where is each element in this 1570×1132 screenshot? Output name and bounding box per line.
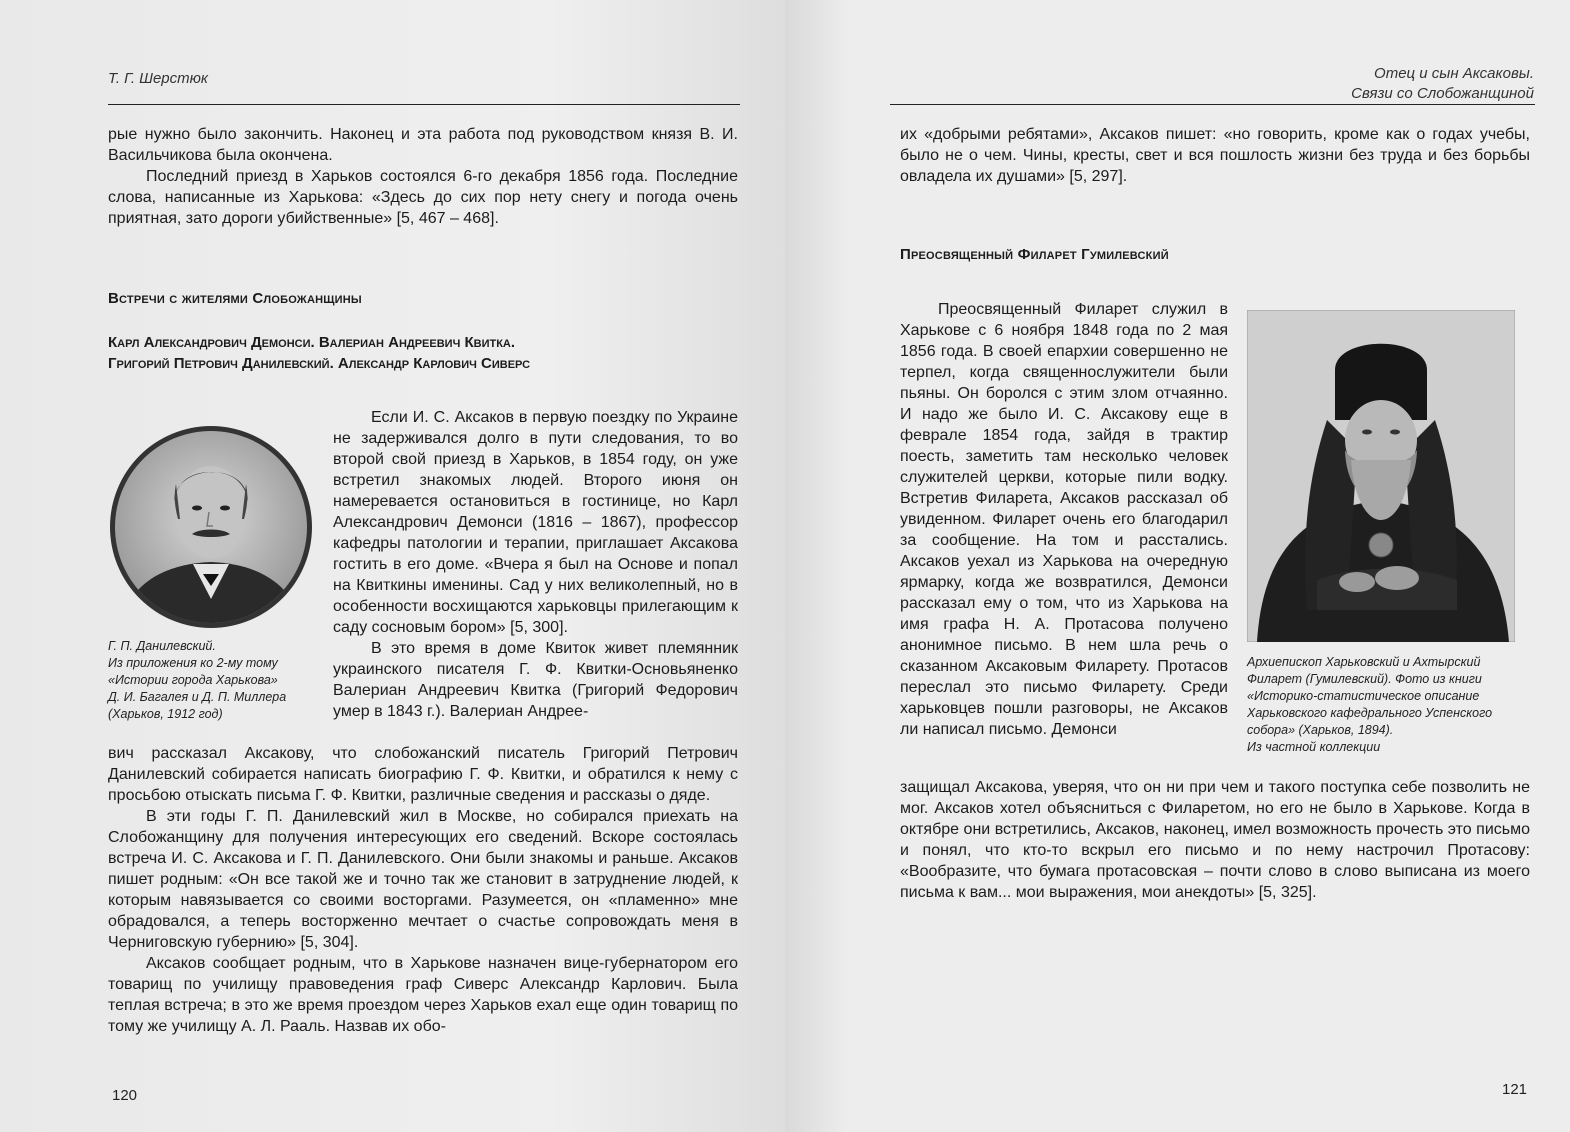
right-page bbox=[785, 0, 1570, 1132]
caption-danilevsky bbox=[108, 638, 308, 723]
paragraph-demonsi: Если И. С. Аксаков в первую поездку по Украине не задерживался долго в пути следования, то во второй свой приезд в Харьков, в 1854 году, он уже встретил знакомых людей. Второго июня он намеревается остановиться в гостинице, но Карл Александрович Демонси (1816 – 1867), профессор кафедры патологии и терапии, приглашает Аксакова гостить в его доме. «Вчера я был на Основе и попал на Квиткины именины. Сад у них великолепный, но в особенности восхищаются харьковцы прилегающим к саду сосновым бором» [5, 300]. bbox=[333, 409, 738, 636]
caption-line: Из приложения ко 2-му тому bbox=[108, 656, 278, 670]
paragraph-filaret-rest: защищал Аксакова, уверяя, что он ни при чем и такого поступка себе позволить не мог. Аксаков хотел объясниться с Филаретом, но его не было в Харькове. Когда в октябре они встретились, Аксаков, наконец, имел возможность прочесть это письмо и понял, что кто-то вскрыл его письмо и по нему настрочил Протасову: «Вообразите, что бумага протасовская – почти слово в слово выписана из моего письма к вам... мои выражения, мои анекдоты» [5, 325]. bbox=[900, 779, 1530, 901]
paragraph-kvitka: В это время в доме Квиток живет племянник украинского писателя Г. Ф. Квитки-Основьяненко Валериан Андреевич Квитка (Григорий Федорович умер в 1843 г.). Валериан Андрее- bbox=[333, 640, 738, 720]
caption-line: Филарет (Гумилевский). Фото из книги bbox=[1247, 672, 1482, 686]
portrait-danilevsky bbox=[108, 424, 314, 630]
paragraph-top bbox=[108, 124, 738, 229]
wrapped-text-block-right bbox=[900, 299, 1228, 740]
caption-line: «Историко-статистическое описание bbox=[1247, 689, 1480, 703]
subsection-line-2: Григорий Петрович Данилевский. Александр Карлович Сиверс bbox=[108, 355, 531, 372]
section-title-filaret: Преосвященный Филарет Гумилевский bbox=[900, 246, 1169, 263]
header-rule bbox=[108, 104, 740, 105]
caption-line: (Харьков, 1912 год) bbox=[108, 707, 223, 721]
paragraph-moscow: В эти годы Г. П. Данилевский жил в Москве, но собирался приехать на Слобожанщину для получения интересующих его сведений. Вскоре состоялась встреча И. С. Аксакова и Г. П. Данилевского. Они были знакомы и раньше. Аксаков пишет родным: «Он все такой же и точно так же становит в затруднение людей, к которым навязывается со своими восторгами. Разумеется, он «пламенно» мне обрадовался, а теперь восторженно мечтает о счастье сопровождать меня в Черниговскую губернию» [5, 304]. bbox=[108, 808, 738, 951]
wrapped-text-block bbox=[333, 407, 738, 722]
paragraph-last-visit: Последний приезд в Харьков состоялся 6-го декабря 1856 года. Последние слова, написанные из Харькова: «Здесь до сих пор нету снегу и погода очень приятная, зато дороги убийственные» [5, 467 – 468]. bbox=[108, 168, 738, 227]
paragraph-top-right bbox=[900, 124, 1530, 187]
caption-line: Г. П. Данилевский. bbox=[108, 639, 216, 653]
running-head-title bbox=[1351, 64, 1534, 104]
paragraph-sievers: Аксаков сообщает родным, что в Харькове назначен вице-губернатором его товарищ по училищу правоведения граф Сиверс Александр Карлович. Была теплая встреча; в это же время проездом через Харьков ехал еще один товарищ по тому же училищу А. Л. Рааль. Назвав их обо- bbox=[108, 955, 738, 1035]
running-head-line-2: Связи со Слобожанщиной bbox=[1351, 85, 1534, 102]
paragraph-continued: рые нужно было закончить. Наконец и эта работа под руководством князя В. И. Васильчикова была окончена. bbox=[108, 126, 738, 164]
subsection-title bbox=[108, 332, 748, 374]
running-head-author: Т. Г. Шерстюк bbox=[108, 70, 209, 87]
caption-line: собора» (Харьков, 1894). bbox=[1247, 723, 1394, 737]
paragraph-kvitka-rest: вич рассказал Аксакову, что слобожанский писатель Григорий Петрович Данилевский собирается написать биографию Г. Ф. Квитки, и обратился к нему с просьбою отыскать письма Г. Ф. Квитки, различные сведения и рассказы о дяде. bbox=[108, 745, 738, 804]
section-title: Встречи с жителями Слобожанщины bbox=[108, 290, 362, 307]
header-rule bbox=[890, 104, 1535, 105]
paragraph-filaret: Преосвященный Филарет служил в Харькове с 6 ноября 1848 года по 2 мая 1856 года. В своей епархии совершенно не терпел, когда священнослужители были пьяны. Он боролся с этим злом отчаянно. И надо же было И. С. Аксакову еще в феврале 1854 года, зайдя в трактир поесть, заметить там несколько человек служителей церкви, которые пили водку. Встретив Филарета, Аксаков рассказал об увиденном. Филарет очень его благодарил за сообщение. На том и расстались. Аксаков уехал из Харькова на очередную ярмарку, когда же возвратился, Демонси рассказал ему о том, что из Харькова на имя графа Н. А. Протасова получено анонимное письмо. В нем шла речь о сказанном Аксаковым Филарету. Протасов переслал это письмо Филарету. Среди харьковцев пошли разговоры, не Аксаков ли написал письмо. Демонси bbox=[900, 301, 1228, 738]
paragraph-block-lower-right bbox=[900, 777, 1530, 903]
subsection-line-1: Карл Александрович Демонси. Валериан Андреевич Квитка. bbox=[108, 334, 516, 351]
caption-line: Архиепископ Харьковский и Ахтырский bbox=[1247, 655, 1481, 669]
caption-line: Из частной коллекции bbox=[1247, 740, 1381, 754]
paragraph-continued-right: их «добрыми ребятами», Аксаков пишет: «но говорить, кроме как о годах учебы, было не о чем. Чины, кресты, свет и вся пошлость жизни без труда и без борьбы овладела их душами» [5, 297]. bbox=[900, 126, 1530, 185]
page-number-left: 120 bbox=[112, 1087, 138, 1104]
caption-line: «Истории города Харькова» bbox=[108, 673, 278, 687]
paragraph-block-lower bbox=[108, 743, 738, 1037]
page-number-right: 121 bbox=[1502, 1081, 1528, 1098]
caption-line: Харьковского кафедрального Успенского bbox=[1247, 706, 1493, 720]
caption-filaret bbox=[1247, 654, 1537, 756]
caption-line: Д. И. Багалея и Д. П. Миллера bbox=[108, 690, 287, 704]
running-head-line-1: Отец и сын Аксаковы. bbox=[1374, 65, 1534, 82]
portrait-filaret bbox=[1247, 310, 1515, 642]
